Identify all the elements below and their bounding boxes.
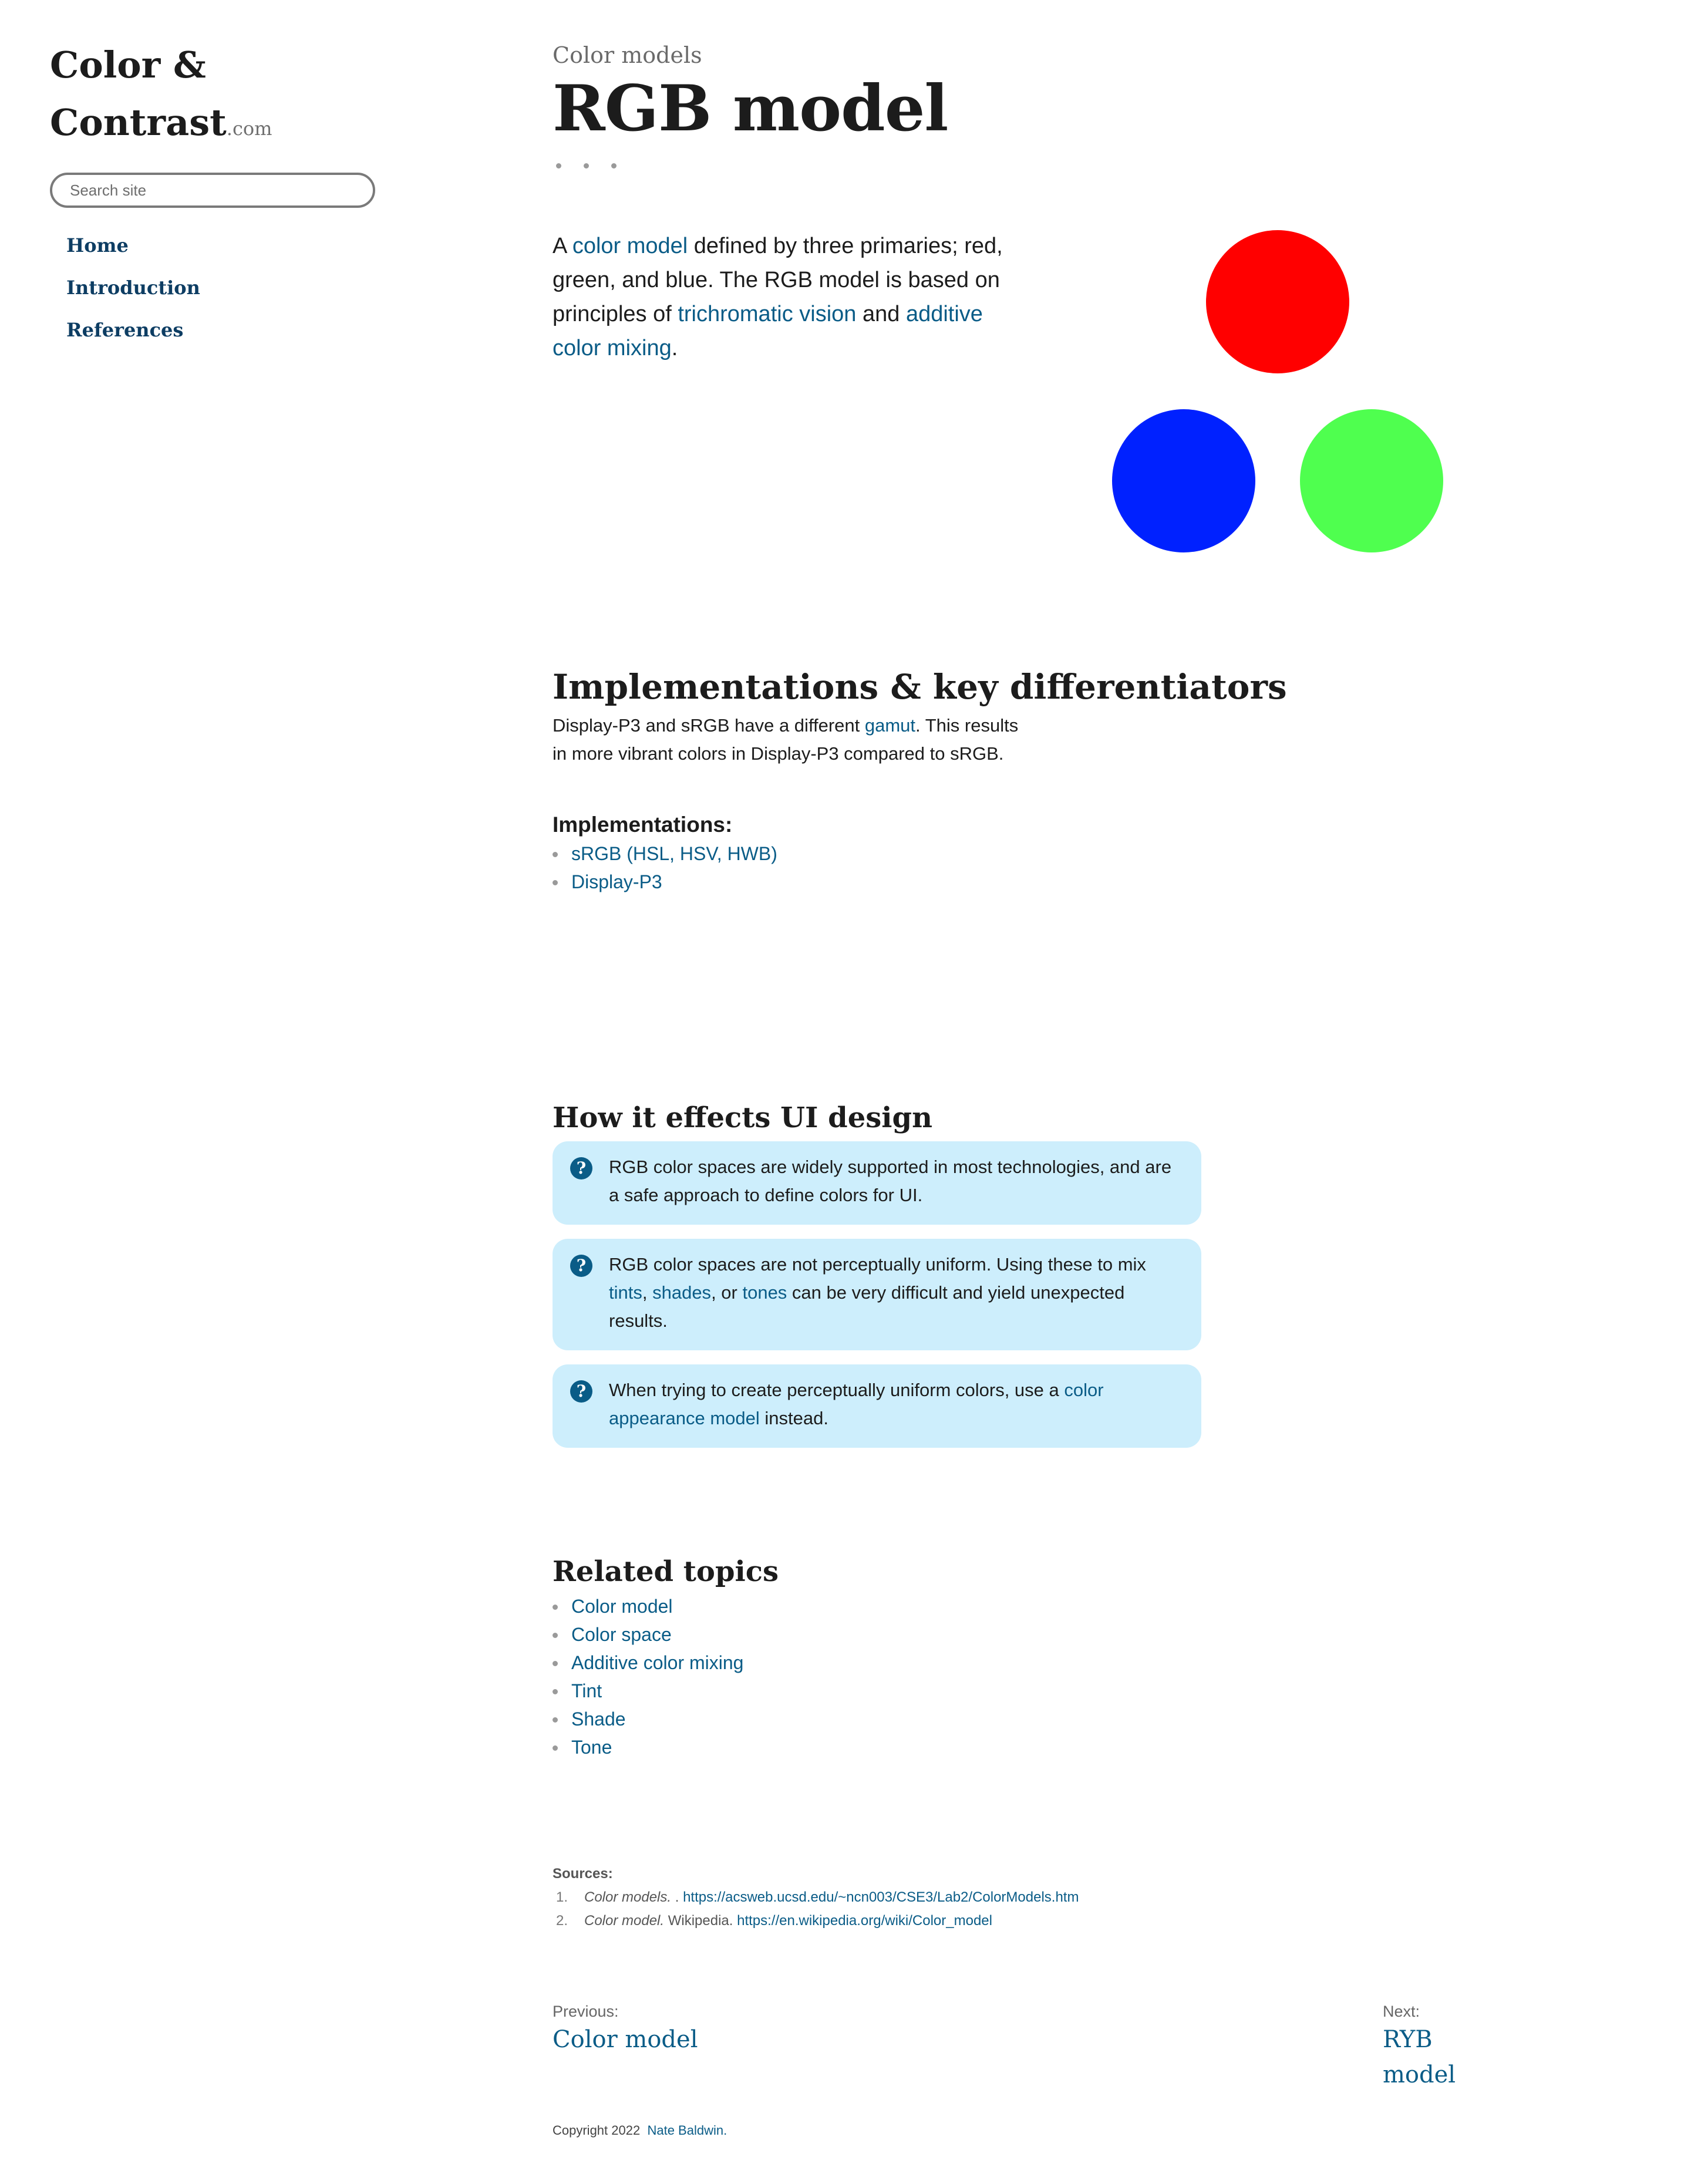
logo-suffix: .com (226, 117, 272, 140)
intro-paragraph (553, 229, 1022, 365)
nav-item-references[interactable]: References (66, 319, 184, 341)
nav-item-introduction[interactable]: Introduction (66, 277, 200, 299)
main-content (553, 40, 1492, 2138)
paragraph-text: Display-P3 and sRGB have a different (553, 715, 865, 736)
color-model-link[interactable]: color model (572, 234, 688, 258)
related-topics-section (553, 1551, 1081, 1761)
implementations-list (553, 840, 1375, 896)
color-appearance-model-link[interactable]: color appearance model (609, 1380, 1104, 1428)
list-item (553, 1592, 1081, 1620)
trichromatic-vision-link[interactable]: trichromatic vision (678, 302, 857, 326)
intro-text: and (856, 302, 906, 326)
copyright-text: Copyright 2022 (553, 2123, 641, 2138)
callout (553, 1141, 1201, 1225)
previous-page-link[interactable]: Color model (553, 2026, 698, 2053)
page-title: RGB model (553, 72, 948, 146)
callout-text: , (642, 1282, 653, 1303)
intro-text: defined by three primaries; red, green, and blue. The RGB model is based on principles of (553, 234, 1003, 326)
footer (553, 2121, 727, 2140)
related-link[interactable]: Tint (571, 1680, 602, 1701)
implementations-subheading: Implementations: (553, 813, 733, 837)
related-topics-list (553, 1592, 1081, 1761)
pager (553, 2001, 1492, 2088)
list-item (553, 840, 1375, 868)
blue-circle (1112, 409, 1255, 552)
breadcrumb: Color models (553, 42, 702, 68)
sidebar-nav (66, 224, 379, 351)
related-link[interactable]: Shade (571, 1708, 626, 1730)
green-circle (1300, 409, 1443, 552)
gamut-link[interactable]: gamut (864, 715, 916, 736)
sidebar (50, 36, 379, 351)
tints-link[interactable]: tints (609, 1282, 642, 1303)
callout-text: When trying to create perceptually uniform colors, use a (609, 1380, 1065, 1400)
logo-line-2 (50, 94, 379, 157)
display-p3-link[interactable]: Display-P3 (571, 871, 662, 892)
source-publisher: Wikipedia. (664, 1913, 737, 1929)
additive-color-mixing-link[interactable]: additive color mixing (553, 302, 983, 360)
callout-text: instead. (759, 1408, 828, 1428)
intro-text: A (553, 234, 572, 258)
shades-link[interactable]: shades (652, 1282, 712, 1303)
list-item (553, 868, 1375, 896)
source-number: 2. (556, 1913, 568, 1929)
section-heading: How it effects UI design (553, 1101, 932, 1134)
source-url-link[interactable]: https://acsweb.ucsd.edu/~ncn003/CSE3/Lab2/ColorModels.htm (683, 1889, 1079, 1905)
related-link[interactable]: Color model (571, 1596, 673, 1617)
red-circle (1206, 230, 1349, 373)
paragraph-text: . This results in more vibrant colors in Display-P3 compared to sRGB. (553, 715, 1019, 764)
next-page-link[interactable]: RYB model (1383, 2026, 1456, 2088)
source-url-link[interactable]: https://en.wikipedia.org/wiki/Color_model (737, 1913, 992, 1929)
source-title: Color models. (584, 1889, 672, 1905)
related-link[interactable]: Tone (571, 1737, 612, 1758)
section-heading: Implementations & key differentiators (553, 667, 1287, 707)
next-label: Next: (1383, 2003, 1420, 2020)
sources-label: Sources: (553, 1866, 613, 1882)
list-item (553, 1677, 1081, 1705)
callout-text: RGB color spaces are not perceptually uniform. Using these to mix (609, 1254, 1146, 1275)
source-number: 1. (556, 1889, 568, 1905)
callout (553, 1239, 1201, 1350)
question-icon: ? (570, 1157, 592, 1179)
source-publisher: . (671, 1889, 683, 1905)
list-item (553, 1733, 1081, 1761)
tones-link[interactable]: tones (742, 1282, 787, 1303)
logo-name: Contrast (50, 101, 227, 144)
callout-text: , or (711, 1282, 743, 1303)
sources-section (553, 1862, 1375, 1933)
callout-text: RGB color spaces are widely supported in most technologies, and are a safe approach to define colors for UI. (609, 1157, 1172, 1205)
previous-page (553, 2001, 698, 2057)
implementations-paragraph (553, 712, 1034, 768)
srgb-link[interactable]: sRGB (HSL, HSV, HWB) (571, 843, 777, 864)
source-title: Color model. (584, 1913, 665, 1929)
callout (553, 1364, 1201, 1448)
ui-design-section (553, 1097, 1204, 1448)
intro-text: . (671, 336, 678, 360)
previous-label: Previous: (553, 2003, 619, 2020)
question-icon: ? (570, 1255, 592, 1277)
next-page (1383, 2001, 1492, 2092)
logo-line-1: Color & (50, 43, 206, 86)
implementations-section (553, 663, 1375, 896)
sources-list (553, 1886, 1375, 1933)
list-item (553, 1705, 1081, 1733)
site-logo[interactable] (50, 36, 379, 157)
callout-text: can be very difficult and yield unexpected results. (609, 1282, 1125, 1331)
nav-item-home[interactable]: Home (66, 234, 129, 257)
section-heading: Related topics (553, 1555, 779, 1588)
author-link[interactable]: Nate Baldwin. (647, 2123, 727, 2138)
related-link[interactable]: Color space (571, 1624, 672, 1645)
source-item (553, 1886, 1375, 1909)
search-input[interactable] (50, 173, 375, 208)
source-item (553, 1909, 1375, 1933)
list-item (553, 1620, 1081, 1649)
related-link[interactable]: Additive color mixing (571, 1652, 744, 1673)
list-item (553, 1649, 1081, 1677)
question-icon: ? (570, 1380, 592, 1403)
